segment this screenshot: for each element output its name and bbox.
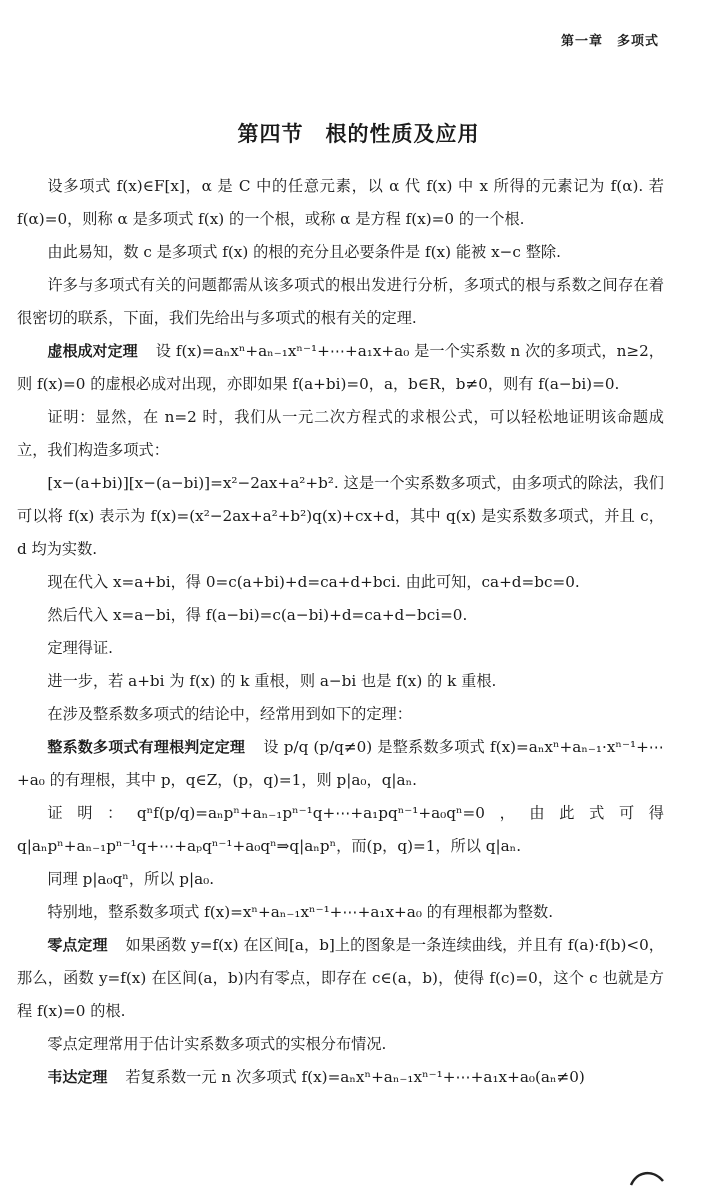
theorem-label: 虚根成对定理 bbox=[47, 342, 138, 360]
proof-rational-root: 证明：qⁿf(p/q)=aₙpⁿ+aₙ₋₁pⁿ⁻¹q+⋯+a₁pqⁿ⁻¹+a₀qⁿ=0，由此式可得 q|aₙpⁿ+aₙ₋₁pⁿ⁻¹q+⋯+aₚqⁿ⁻¹+a₀qⁿ⇒q|aₙpⁿ，而(p，q)=1，所以 q|aₙ. bbox=[17, 804, 664, 855]
theorem-conjugate-roots: 虚根成对定理 设 f(x)=aₙxⁿ+aₙ₋₁xⁿ⁻¹+⋯+a₁x+a₀ 是一个实系数 n 次的多项式，n≥2，则 f(x)=0 的虚根必成对出现，亦即如果 f(a+bi)=0，a，b∈R，b≠0，则有 f(a−bi)=0. bbox=[17, 342, 664, 393]
theorem-zero-point: 零点定理 如果函数 y=f(x) 在区间[a，b]上的图象是一条连续曲线，并且有 f(a)·f(b)<0，那么，函数 y=f(x) 在区间(a，b)内有零点，即存在 c∈(a，b)，使得 f(c)=0，这个 c 也就是方程 f(x)=0 的根. bbox=[17, 936, 664, 1020]
theorem-vieta: 韦达定理 若复系数一元 n 次多项式 f(x)=aₙxⁿ+aₙ₋₁xⁿ⁻¹+⋯+a₁x+a₀(aₙ≠0) bbox=[47, 1068, 585, 1086]
body-text bbox=[17, 170, 664, 1094]
zero-point-usage: 零点定理常用于估计实系数多项式的实根分布情况. bbox=[47, 1035, 387, 1053]
monic-corollary: 特别地，整系数多项式 f(x)=xⁿ+aₙ₋₁xⁿ⁻¹+⋯+a₁x+a₀ 的有理根都为整数. bbox=[47, 903, 554, 921]
paragraph-intro: 许多与多项式有关的问题都需从该多项式的根出发进行分析，多项式的根与系数之间存在着很密切的联系，下面，我们先给出与多项式的根有关的定理. bbox=[17, 276, 664, 327]
integer-intro: 在涉及整系数多项式的结论中，经常用到如下的定理： bbox=[47, 705, 412, 723]
theorem-label: 韦达定理 bbox=[47, 1068, 108, 1086]
paragraph-root-criterion: 由此易知，数 c 是多项式 f(x) 的根的充分且必要条件是 f(x) 能被 x−c 整除. bbox=[47, 243, 561, 261]
section-title: 第四节 根的性质及应用 bbox=[237, 122, 480, 146]
paragraph-root-definition: 设多项式 f(x)∈F[x]，α 是 C 中的任意元素，以 α 代 f(x) 中 x 所得的元素记为 f(α). 若 f(α)=0，则称 α 是多项式 f(x) 的一个根，或称 α 是方程 f(x)=0 的一个根. bbox=[17, 177, 664, 228]
running-head bbox=[561, 30, 659, 49]
page-curl-mark bbox=[629, 1167, 665, 1187]
proof-similarly: 同理 p|a₀qⁿ，所以 p|a₀. bbox=[47, 870, 215, 888]
proof-start: 证明：显然，在 n=2 时，我们从一元二次方程式的求根公式，可以轻松地证明该命题成立，我们构造多项式： bbox=[17, 408, 664, 459]
proof-substitute-2: 然后代入 x=a−bi，得 f(a−bi)=c(a−bi)+d=ca+d−bci=0. bbox=[47, 606, 468, 624]
chapter-number: 第一章 bbox=[560, 34, 603, 49]
theorem-label: 零点定理 bbox=[47, 936, 108, 954]
theorem-label: 整系数多项式有理根判定定理 bbox=[47, 738, 246, 756]
proof-substitute-1: 现在代入 x=a+bi，得 0=c(a+bi)+d=ca+d+bci. 由此可知，ca+d=bc=0. bbox=[47, 573, 580, 591]
proof-end: 定理得证. bbox=[47, 639, 113, 657]
chapter-title: 多项式 bbox=[616, 34, 659, 49]
proof-construction: [x−(a+bi)][x−(a−bi)]=x²−2ax+a²+b². 这是一个实系数多项式，由多项式的除法，我们可以将 f(x) 表示为 f(x)=(x²−2ax+a²+b²)q(x)+cx+d，其中 q(x) 是实系数多项式，并且 c，d 均为实数. bbox=[17, 474, 664, 558]
theorem-rational-root: 整系数多项式有理根判定定理 设 p/q (p/q≠0) 是整系数多项式 f(x)=aₙxⁿ+aₙ₋₁·xⁿ⁻¹+⋯+a₀ 的有理根，其中 p，q∈Z，(p，q)=1，则 p|a₀，q|aₙ. bbox=[17, 738, 664, 789]
multiplicity-remark: 进一步，若 a+bi 为 f(x) 的 k 重根，则 a−bi 也是 f(x) 的 k 重根. bbox=[47, 672, 497, 690]
